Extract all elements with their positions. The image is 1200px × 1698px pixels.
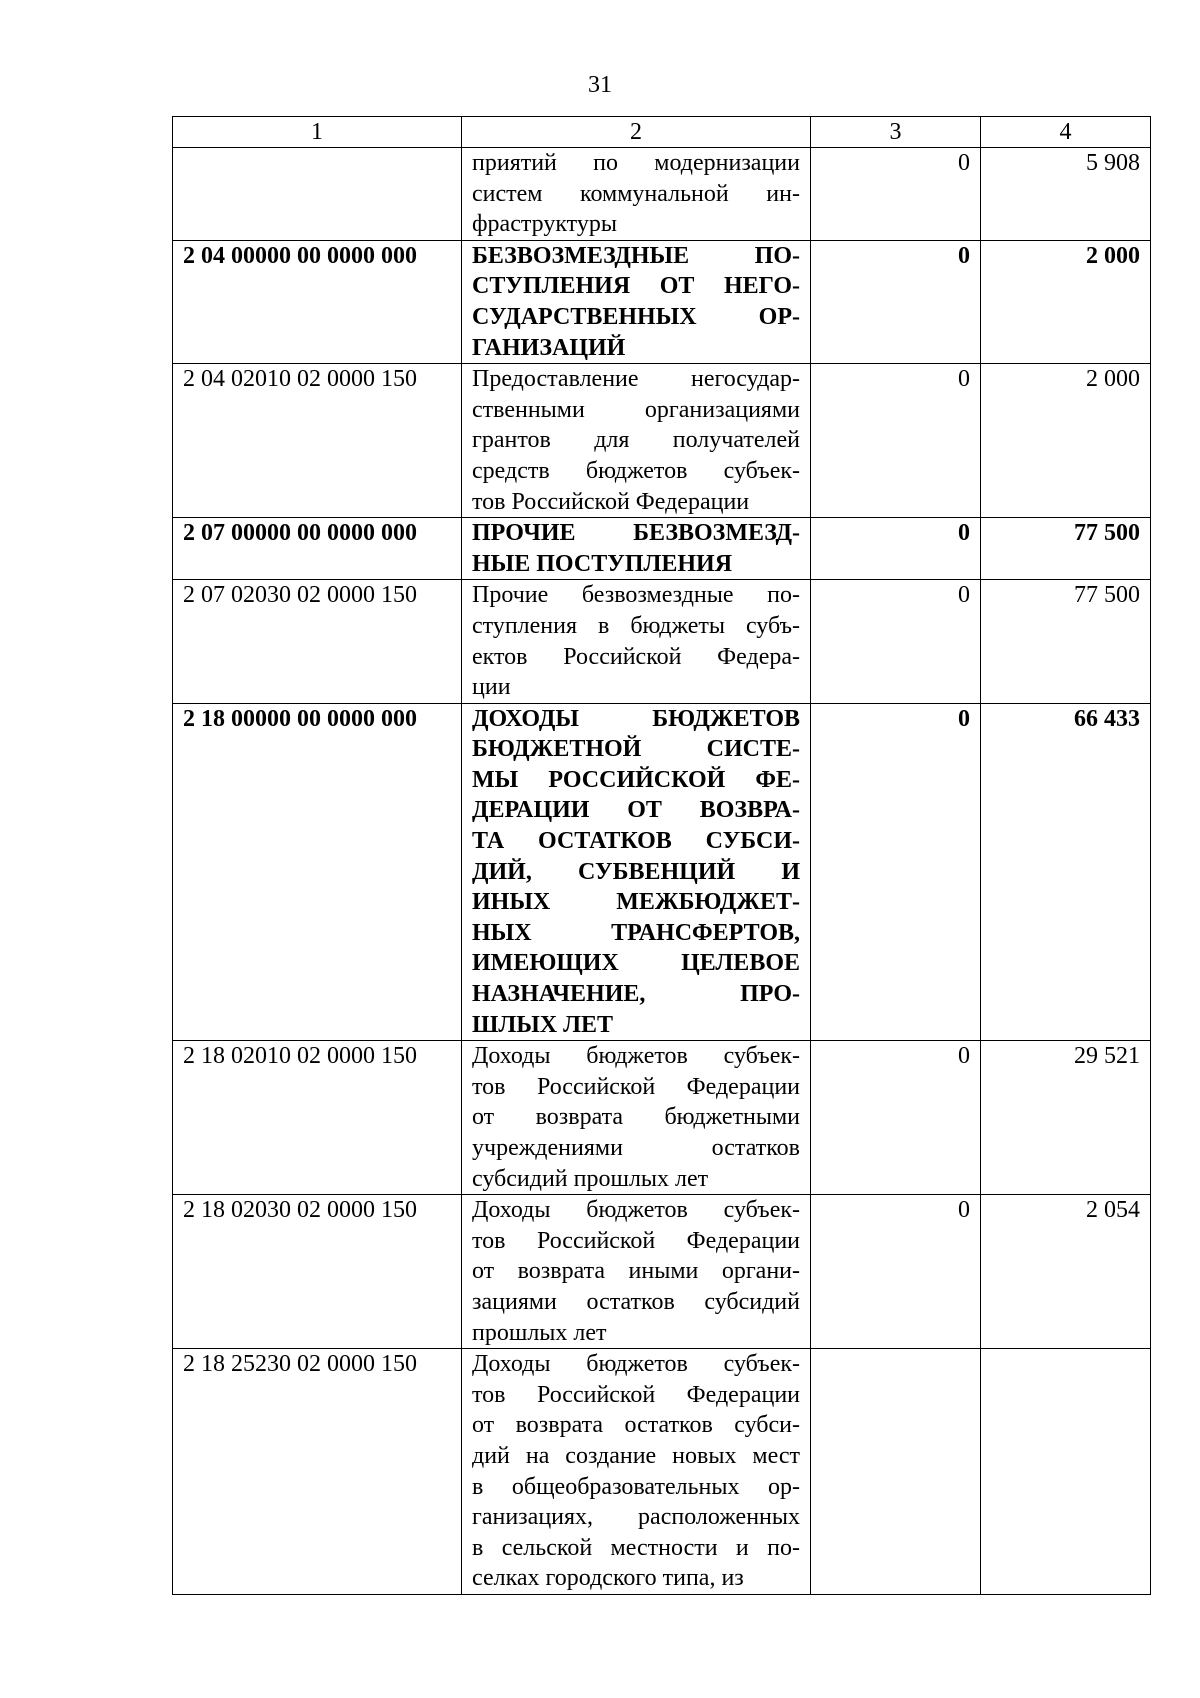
revenue-name-line: прошлых лет bbox=[472, 1319, 607, 1346]
revenue-name-line: от возврата иными органи- bbox=[472, 1258, 800, 1285]
revenue-name-line: субсидий прошлых лет bbox=[472, 1165, 709, 1192]
revenue-name-line: тов Российской Федерации bbox=[472, 488, 750, 515]
revenue-name-line: грантов для получателей bbox=[472, 427, 800, 454]
value-col-4-cell: 66 433 bbox=[981, 703, 1151, 1041]
revenue-name-line: ДИЙ, СУБВЕНЦИЙ И bbox=[472, 858, 800, 885]
value-col-3-cell: 0 bbox=[811, 1195, 981, 1349]
revenue-name-line: ШЛЫХ ЛЕТ bbox=[472, 1011, 614, 1038]
revenue-name-line: тов Российской Федерации bbox=[472, 1073, 800, 1100]
value-col-4-cell: 2 000 bbox=[981, 240, 1151, 363]
header-col-3: 3 bbox=[811, 117, 981, 148]
table-row bbox=[173, 364, 1151, 518]
revenue-name-line: ДОХОДЫ БЮДЖЕТОВ bbox=[472, 705, 800, 732]
revenue-name-cell bbox=[462, 364, 811, 518]
budget-code-cell: 2 18 02030 02 0000 150 bbox=[173, 1195, 462, 1349]
value-col-3-cell: 0 bbox=[811, 518, 981, 580]
revenue-name-line: дий на создание новых мест bbox=[472, 1442, 800, 1469]
revenue-name-line: БЕЗВОЗМЕЗДНЫЕ ПО- bbox=[472, 242, 800, 269]
revenue-name-line: селках городского типа, из bbox=[472, 1565, 744, 1592]
revenue-name-line: ственными организациями bbox=[472, 396, 800, 423]
budget-code-cell: 2 18 25230 02 0000 150 bbox=[173, 1349, 462, 1595]
revenue-name-cell bbox=[462, 1041, 811, 1195]
revenue-name-cell bbox=[462, 580, 811, 703]
revenue-name-line: СУДАРСТВЕННЫХ ОР- bbox=[472, 303, 800, 330]
table-row bbox=[173, 1195, 1151, 1349]
revenue-name-cell bbox=[462, 1195, 811, 1349]
value-col-3-cell: 0 bbox=[811, 580, 981, 703]
revenue-name-line: ИНЫХ МЕЖБЮДЖЕТ- bbox=[472, 889, 800, 916]
table-row bbox=[173, 518, 1151, 580]
revenue-name-line: систем коммунальной ин- bbox=[472, 180, 800, 207]
header-col-1: 1 bbox=[173, 117, 462, 148]
revenue-name-line: зациями остатков субсидий bbox=[472, 1288, 800, 1315]
revenue-name-line: ИМЕЮЩИХ ЦЕЛЕВОЕ bbox=[472, 950, 800, 977]
budget-code-cell: 2 04 02010 02 0000 150 bbox=[173, 364, 462, 518]
revenue-name-line: Доходы бюджетов субъек- bbox=[472, 1351, 800, 1378]
revenue-name-line: НЫЕ ПОСТУПЛЕНИЯ bbox=[472, 550, 733, 577]
value-col-4-cell: 2 054 bbox=[981, 1195, 1151, 1349]
revenue-name-line: Доходы бюджетов субъек- bbox=[472, 1197, 800, 1224]
value-col-4-cell: 77 500 bbox=[981, 580, 1151, 703]
budget-revenue-table bbox=[172, 116, 1151, 1595]
revenue-name-line: ступления в бюджеты субъ- bbox=[472, 612, 800, 639]
budget-code-cell: 2 07 02030 02 0000 150 bbox=[173, 580, 462, 703]
revenue-name-line: БЮДЖЕТНОЙ СИСТЕ- bbox=[472, 736, 800, 763]
revenue-name-line: ции bbox=[472, 674, 511, 701]
value-col-3-cell bbox=[811, 1349, 981, 1595]
value-col-3-cell: 0 bbox=[811, 148, 981, 241]
value-col-4-cell: 77 500 bbox=[981, 518, 1151, 580]
value-col-4-cell: 5 908 bbox=[981, 148, 1151, 241]
revenue-name-line: ектов Российской Федера- bbox=[472, 643, 800, 670]
table-row bbox=[173, 1349, 1151, 1595]
revenue-name-cell bbox=[462, 703, 811, 1041]
value-col-4-cell: 2 000 bbox=[981, 364, 1151, 518]
revenue-name-line: ДЕРАЦИИ ОТ ВОЗВРА- bbox=[472, 797, 800, 824]
page-number: 31 bbox=[588, 72, 612, 98]
budget-code-cell: 2 04 00000 00 0000 000 bbox=[173, 240, 462, 363]
revenue-name-line: МЫ РОССИЙСКОЙ ФЕ- bbox=[472, 766, 800, 793]
budget-code-cell bbox=[173, 148, 462, 241]
revenue-name-cell bbox=[462, 1349, 811, 1595]
revenue-name-line: от возврата остатков субси- bbox=[472, 1412, 800, 1439]
revenue-name-line: НЫХ ТРАНСФЕРТОВ, bbox=[472, 919, 800, 946]
table-row bbox=[173, 148, 1151, 241]
table-row bbox=[173, 580, 1151, 703]
value-col-3-cell: 0 bbox=[811, 240, 981, 363]
revenue-name-line: ГАНИЗАЦИЙ bbox=[472, 334, 626, 361]
table-row bbox=[173, 240, 1151, 363]
table-row bbox=[173, 1041, 1151, 1195]
revenue-name-cell bbox=[462, 240, 811, 363]
value-col-3-cell: 0 bbox=[811, 1041, 981, 1195]
revenue-name-line: Доходы бюджетов субъек- bbox=[472, 1043, 800, 1070]
budget-code-cell: 2 18 02010 02 0000 150 bbox=[173, 1041, 462, 1195]
revenue-name-line: тов Российской Федерации bbox=[472, 1381, 800, 1408]
revenue-name-line: СТУПЛЕНИЯ ОТ НЕГО- bbox=[472, 273, 800, 300]
revenue-name-line: учреждениями остатков bbox=[472, 1135, 800, 1161]
header-col-4: 4 bbox=[981, 117, 1151, 148]
revenue-name-line: фраструктуры bbox=[472, 211, 617, 238]
value-col-3-cell: 0 bbox=[811, 364, 981, 518]
budget-code-cell: 2 18 00000 00 0000 000 bbox=[173, 703, 462, 1041]
value-col-3-cell: 0 bbox=[811, 703, 981, 1041]
revenue-name-line: в сельской местности и по- bbox=[472, 1534, 800, 1561]
revenue-name-line: ганизациях, расположенных bbox=[472, 1504, 800, 1531]
revenue-name-line: от возврата бюджетными bbox=[472, 1104, 800, 1131]
revenue-name-line: Предоставление негосудар- bbox=[472, 366, 800, 393]
revenue-name-cell bbox=[462, 518, 811, 580]
value-col-4-cell bbox=[981, 1349, 1151, 1595]
revenue-name-line: ТА ОСТАТКОВ СУБСИ- bbox=[472, 828, 800, 855]
budget-code-cell: 2 07 00000 00 0000 000 bbox=[173, 518, 462, 580]
header-col-2: 2 bbox=[462, 117, 811, 148]
revenue-name-line: средств бюджетов субъек- bbox=[472, 457, 800, 484]
revenue-name-cell bbox=[462, 148, 811, 241]
revenue-name-line: Прочие безвозмездные по- bbox=[472, 582, 800, 609]
revenue-name-line: тов Российской Федерации bbox=[472, 1227, 800, 1254]
revenue-name-line: приятий по модернизации bbox=[472, 150, 800, 176]
table-row bbox=[173, 703, 1151, 1041]
revenue-name-line: в общеобразовательных ор- bbox=[472, 1473, 800, 1500]
table-header-row bbox=[173, 117, 1151, 148]
revenue-name-line: ПРОЧИЕ БЕЗВОЗМЕЗД- bbox=[472, 520, 800, 547]
revenue-name-line: НАЗНАЧЕНИЕ, ПРО- bbox=[472, 981, 800, 1008]
value-col-4-cell: 29 521 bbox=[981, 1041, 1151, 1195]
